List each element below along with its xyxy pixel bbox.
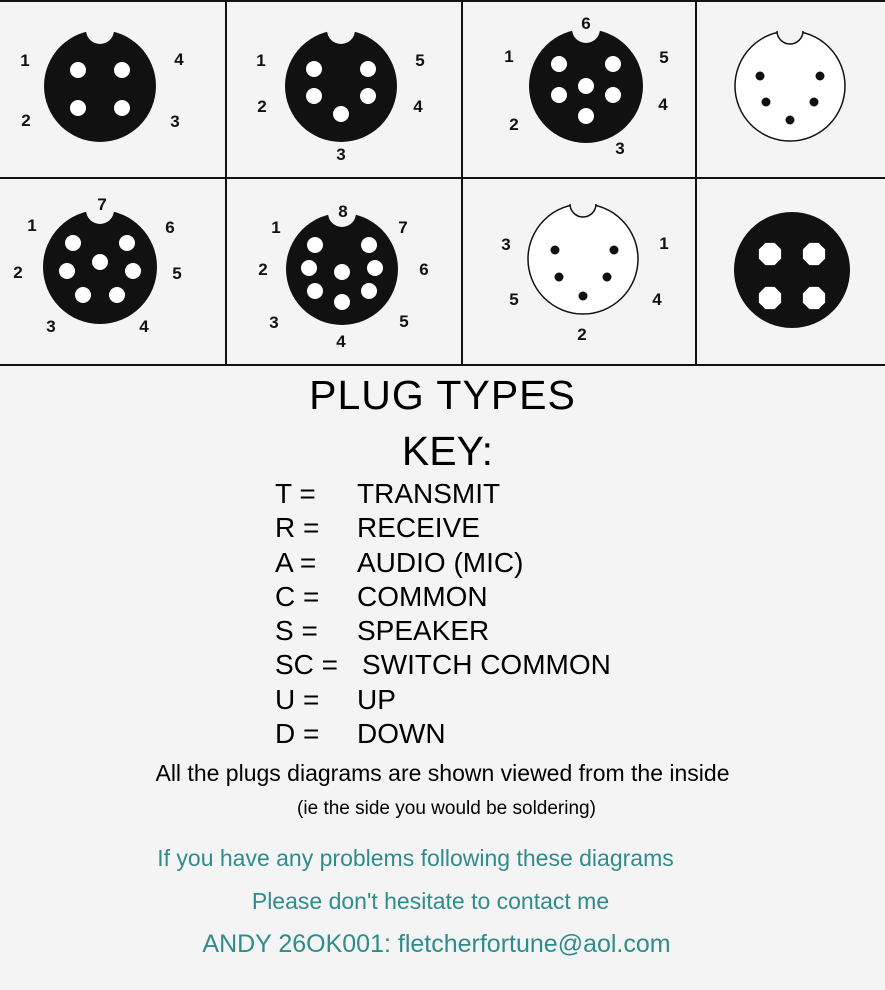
pin [759, 287, 781, 309]
plug-4pin-b [734, 212, 850, 328]
pin [114, 62, 130, 78]
pin [334, 294, 350, 310]
pin [361, 237, 377, 253]
pin-number-label: 5 [509, 290, 519, 309]
pin [59, 263, 75, 279]
viewing-note: All the plugs diagrams are shown viewed from the inside [155, 760, 730, 786]
pin-number-label: 3 [46, 317, 56, 336]
plug-5pin-outline-unlabeled [735, 15, 845, 141]
pin [605, 56, 621, 72]
pin-number-label: 2 [13, 263, 23, 282]
contact-line-hesitate: Please don't hesitate to contact me [251, 888, 610, 914]
pin-number-label: 1 [27, 216, 37, 235]
key-desc: TRANSMIT [357, 478, 501, 509]
pin [75, 287, 91, 303]
pin [306, 88, 322, 104]
key-notch [86, 16, 114, 44]
pin [306, 61, 322, 77]
pin [786, 116, 795, 125]
pin [70, 62, 86, 78]
pin [109, 287, 125, 303]
key-desc: SWITCH COMMON [362, 649, 611, 681]
page-title: PLUG TYPES [309, 372, 576, 418]
key-notch-mask [775, 15, 805, 31]
plug-7pin [13, 195, 181, 336]
pin [307, 237, 323, 253]
pin [578, 108, 594, 124]
pin-number-label: 4 [658, 95, 668, 114]
contact-email-line: ANDY 26OK001: fletcherfortune@aol.com [202, 930, 671, 958]
plug-4pin-a [20, 16, 184, 142]
pin-number-label: 2 [258, 260, 268, 279]
key-code: C = [275, 580, 320, 612]
plug-body [285, 30, 397, 142]
contact-line-problems: If you have any problems following these diagrams [157, 845, 674, 871]
pin-number-label: 4 [139, 317, 149, 336]
pin [70, 100, 86, 116]
pin-number-label: 3 [336, 145, 346, 164]
pin-number-label: 5 [399, 312, 409, 331]
pin [759, 243, 781, 265]
key-code: A = [275, 546, 317, 578]
plug-5pin-a [256, 16, 424, 164]
pin [579, 292, 588, 301]
pin [555, 273, 564, 282]
plug-5pin-outline [501, 188, 668, 344]
key-desc: SPEAKER [357, 615, 490, 647]
pin-number-label: 4 [174, 50, 184, 69]
pin-number-label: 7 [398, 218, 408, 237]
pin [551, 87, 567, 103]
pin [125, 263, 141, 279]
pin [114, 100, 130, 116]
key-desc: DOWN [357, 718, 446, 750]
pin-number-label: 1 [659, 234, 669, 253]
pin-number-label: 1 [271, 218, 281, 237]
pin [334, 264, 350, 280]
plug-body [44, 30, 156, 142]
pin [803, 287, 825, 309]
key-desc: UP [357, 683, 396, 715]
pin-number-label: 3 [615, 139, 625, 158]
pin-number-label: 1 [256, 51, 266, 70]
key-notch-mask [568, 188, 598, 204]
key-code: SC = [275, 649, 339, 681]
pin [301, 260, 317, 276]
pin [551, 246, 560, 255]
pin [578, 78, 594, 94]
key-code: R = [275, 512, 320, 544]
pin [605, 87, 621, 103]
pin [603, 273, 612, 282]
plug-8pin [258, 199, 428, 351]
key-title: KEY: [401, 428, 494, 474]
pin [803, 243, 825, 265]
pin-number-label: 7 [97, 195, 107, 214]
pin [333, 106, 349, 122]
pin-number-label: 8 [338, 202, 348, 221]
pin-number-label: 6 [419, 260, 429, 279]
pin-number-label: 4 [336, 332, 346, 351]
pin [762, 98, 771, 107]
pin-number-label: 2 [577, 325, 587, 344]
pin-number-label: 3 [269, 313, 279, 332]
pin-number-label: 2 [257, 97, 267, 116]
pin-number-label: 6 [581, 14, 591, 33]
pin [367, 260, 383, 276]
pin [816, 72, 825, 81]
key-code: S = [275, 615, 318, 647]
pin [92, 254, 108, 270]
pin-number-label: 3 [501, 235, 511, 254]
key-desc: AUDIO (MIC) [357, 546, 524, 578]
viewing-note-detail: (ie the side you would be soldering) [297, 798, 596, 819]
key-notch [327, 16, 355, 44]
plug-diagram-grid [0, 0, 885, 368]
pin-number-label: 5 [659, 48, 669, 67]
pin-number-label: 4 [413, 97, 423, 116]
pin-number-label: 3 [170, 112, 180, 131]
pin [65, 235, 81, 251]
pin [361, 283, 377, 299]
pin-number-label: 4 [652, 290, 662, 309]
pin-number-label: 1 [20, 51, 30, 70]
pin-number-label: 2 [509, 115, 519, 134]
pin [360, 88, 376, 104]
pin [307, 283, 323, 299]
key-desc: RECEIVE [357, 512, 480, 544]
pin [610, 246, 619, 255]
pin-number-label: 6 [165, 218, 175, 237]
pin-number-label: 5 [415, 51, 425, 70]
plug-body [734, 212, 850, 328]
key-code: D = [275, 718, 320, 750]
plug-6pin [504, 14, 668, 158]
pin [119, 235, 135, 251]
key-code: U = [275, 683, 320, 715]
key-desc: COMMON [357, 580, 488, 612]
pin [360, 61, 376, 77]
pin-number-label: 1 [504, 47, 514, 66]
pin [756, 72, 765, 81]
pin-number-label: 5 [172, 264, 182, 283]
pin [810, 98, 819, 107]
key-code: T = [275, 478, 316, 509]
pin-number-label: 2 [21, 111, 31, 130]
pin [551, 56, 567, 72]
